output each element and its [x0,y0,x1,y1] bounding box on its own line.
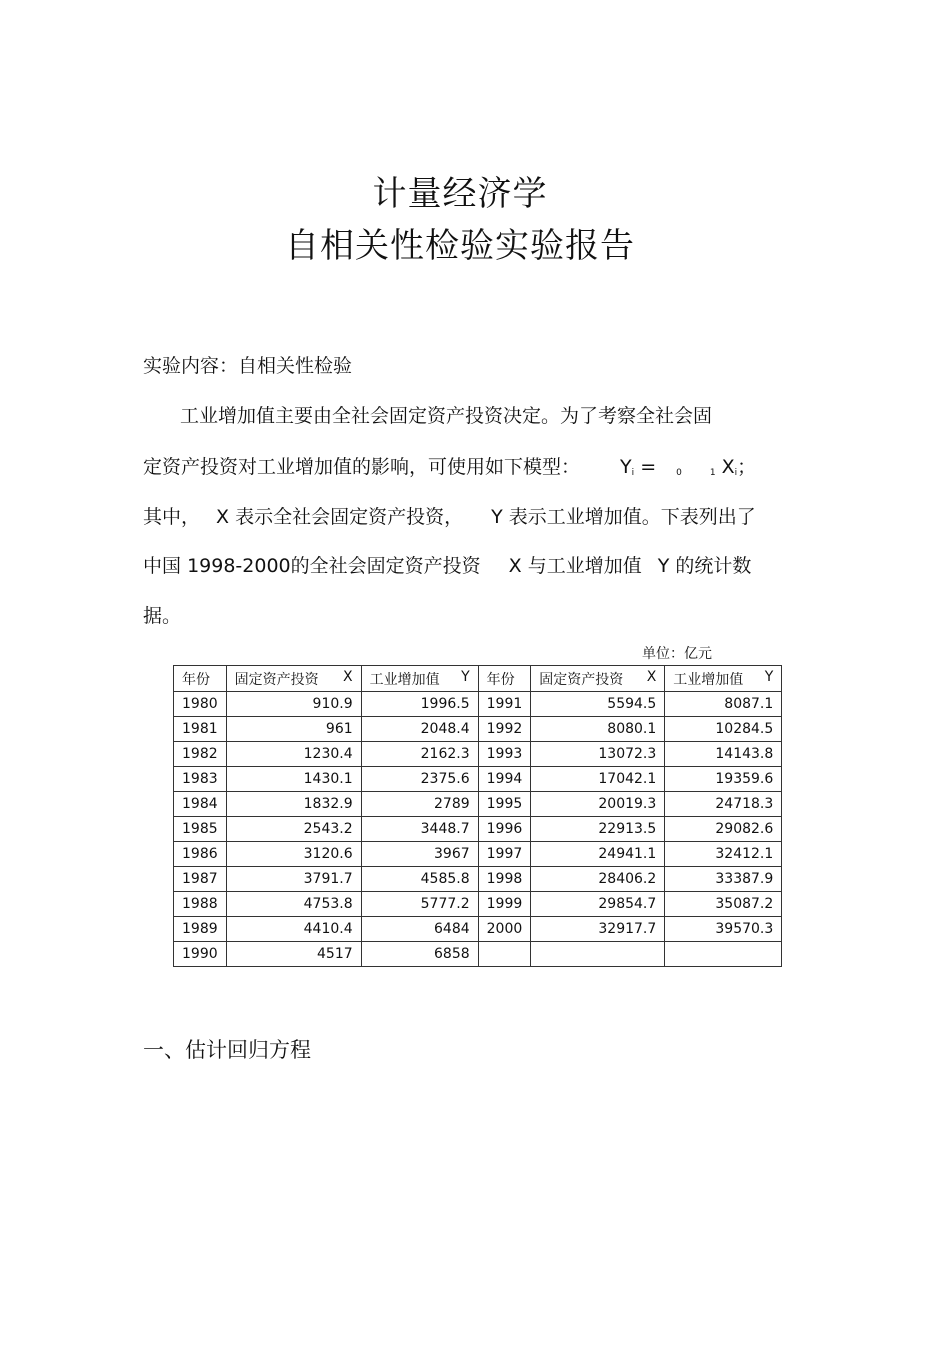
cell-value-added: 24718.3 [665,792,782,817]
paragraph-line-4-part-g: 的统计数 [675,555,752,577]
model-formula [620,455,756,485]
formula-sub-i-2: i [734,468,738,478]
formula-end: ； [737,456,757,478]
table-row [174,842,782,867]
paragraph-line-4-part-a: 中国 [143,555,182,577]
paragraph-line-3-part-a: 其中， [143,506,201,528]
document-title-line-1: 计量经济学 [372,174,548,214]
cell-investment: 910.9 [226,692,361,717]
cell-value-added: 14143.8 [665,742,782,767]
header-investment-1-label: 固定资产投资 [234,671,319,688]
table-row [174,742,782,767]
cell-investment [531,942,665,967]
header-investment-2 [531,666,665,692]
cell-value-added: 19359.6 [665,767,782,792]
statistics-table [173,665,782,967]
cell-value-added: 33387.9 [665,867,782,892]
paragraph-line-3-part-e: 表示工业增加值。下表列出了 [508,506,756,528]
section-heading-estimate-regression: 一、估计回归方程 [143,1038,311,1062]
cell-year: 1996 [478,817,531,842]
cell-investment: 4410.4 [226,917,361,942]
cell-year: 1984 [174,792,227,817]
cell-investment: 2543.2 [226,817,361,842]
cell-year: 1992 [478,717,531,742]
paragraph-line-3 [143,505,756,529]
cell-investment: 32917.7 [531,917,665,942]
table-header-row [174,666,782,692]
cell-investment: 3120.6 [226,842,361,867]
paragraph-line-3-part-c: 表示全社会固定资产投资， [235,506,464,528]
formula-x: X [721,456,735,478]
cell-value-added: 10284.5 [665,717,782,742]
header-year-1: 年份 [174,666,227,692]
table-row [174,792,782,817]
paragraph-line-4-years: 1998-2000 [187,555,291,577]
formula-beta-1-sub: 1 [709,468,716,478]
cell-investment: 17042.1 [531,767,665,792]
table-row [174,817,782,842]
cell-investment: 24941.1 [531,842,665,867]
cell-year: 1990 [174,942,227,967]
cell-value-added: 39570.3 [665,917,782,942]
cell-year: 1982 [174,742,227,767]
paragraph-line-4-x: X [508,555,522,577]
cell-investment: 1430.1 [226,767,361,792]
table-row [174,892,782,917]
header-value-added-2 [665,666,782,692]
cell-value-added: 6484 [361,917,478,942]
header-value-added-1-label: 工业增加值 [369,671,440,688]
cell-year: 1987 [174,867,227,892]
paragraph-line-2 [143,455,756,485]
table-row [174,692,782,717]
cell-value-added: 29082.6 [665,817,782,842]
cell-year: 1999 [478,892,531,917]
cell-investment: 3791.7 [226,867,361,892]
cell-year: 1998 [478,867,531,892]
cell-year: 1986 [174,842,227,867]
cell-year: 1989 [174,917,227,942]
cell-investment: 8080.1 [531,717,665,742]
header-investment-2-symbol: X [646,668,657,685]
cell-year: 2000 [478,917,531,942]
unit-note: 单位：亿元 [642,646,712,662]
formula-y: Y [620,456,632,478]
cell-value-added: 8087.1 [665,692,782,717]
table-row [174,917,782,942]
cell-year: 1995 [478,792,531,817]
cell-investment: 1230.4 [226,742,361,767]
header-value-added-1-symbol: Y [461,668,470,685]
cell-investment: 961 [226,717,361,742]
paragraph-line-1: 工业增加值主要由全社会固定资产投资决定。为了考察全社会固 [180,405,713,427]
paragraph-line-4 [143,554,751,578]
formula-sub-i: i [631,468,635,478]
cell-year [478,942,531,967]
experiment-content-label: 实验内容： [143,355,239,377]
table-row [174,767,782,792]
cell-year: 1993 [478,742,531,767]
cell-investment: 1832.9 [226,792,361,817]
table-body [174,692,782,967]
cell-value-added: 6858 [361,942,478,967]
paragraph-line-4-part-e: 与工业增加值 [527,555,642,577]
paragraph-line-4-part-c: 的全社会固定资产投资 [290,555,481,577]
table-row [174,942,782,967]
cell-year: 1983 [174,767,227,792]
cell-investment: 13072.3 [531,742,665,767]
cell-year: 1985 [174,817,227,842]
paragraph-line-2-text: 定资产投资对工业增加值的影响，可使用如下模型： [143,456,581,478]
cell-value-added: 35087.2 [665,892,782,917]
paragraph-line-5: 据。 [143,605,182,627]
header-investment-1 [226,666,361,692]
table-row [174,717,782,742]
paragraph-line-4-y: Y [657,555,670,577]
cell-value-added: 3967 [361,842,478,867]
experiment-content-value: 自相关性检验 [238,355,353,377]
cell-value-added: 2162.3 [361,742,478,767]
cell-year: 1997 [478,842,531,867]
formula-equals: = [640,456,657,478]
cell-value-added: 5777.2 [361,892,478,917]
cell-value-added: 2048.4 [361,717,478,742]
cell-value-added: 32412.1 [665,842,782,867]
paragraph-line-3-y: Y [491,506,503,528]
cell-year: 1981 [174,717,227,742]
cell-value-added: 4585.8 [361,867,478,892]
header-value-added-2-symbol: Y [764,668,774,685]
cell-investment: 20019.3 [531,792,665,817]
cell-value-added: 3448.7 [361,817,478,842]
cell-investment: 22913.5 [531,817,665,842]
cell-value-added: 2375.6 [361,767,478,792]
cell-investment: 28406.2 [531,867,665,892]
header-value-added-2-label: 工业增加值 [673,671,744,688]
table-row [174,867,782,892]
document-title-line-2: 自相关性检验实验报告 [285,226,635,266]
header-year-2: 年份 [478,666,531,692]
cell-investment: 4753.8 [226,892,361,917]
header-investment-2-label: 固定资产投资 [539,671,624,688]
cell-year: 1991 [478,692,531,717]
cell-value-added: 1996.5 [361,692,478,717]
header-value-added-1 [361,666,478,692]
cell-year: 1988 [174,892,227,917]
formula-beta-0-sub: 0 [676,468,682,478]
header-investment-1-symbol: X [343,668,353,685]
cell-investment: 5594.5 [531,692,665,717]
cell-value-added: 2789 [361,792,478,817]
cell-value-added [665,942,782,967]
experiment-content-line [143,354,352,378]
cell-investment: 4517 [226,942,361,967]
paragraph-line-3-x: X [216,506,230,528]
cell-investment: 29854.7 [531,892,665,917]
cell-year: 1980 [174,692,227,717]
cell-year: 1994 [478,767,531,792]
